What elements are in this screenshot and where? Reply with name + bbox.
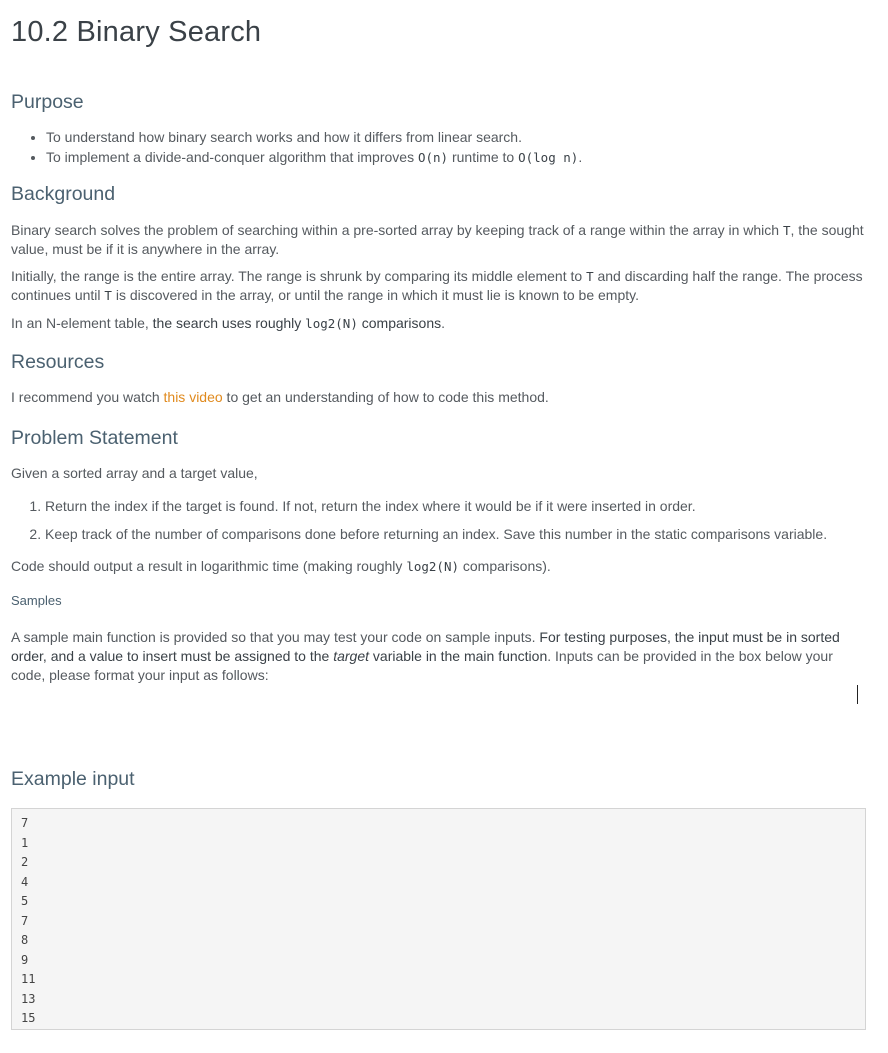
list-item: 1. Return the index if the target is found. If not, return the index where it would be if it were inserted in order. [45, 496, 868, 516]
background-heading: Background [11, 183, 116, 205]
purpose-heading: Purpose [11, 91, 84, 113]
example-input-line: 9 [21, 952, 29, 967]
resources-paragraph: I recommend you watch this video to get an understanding of how to code this method. [11, 389, 549, 405]
text-cursor [857, 685, 858, 704]
list-item: • To implement a divide-and-conquer algorithm that improves O(n) runtime to O(log n). [46, 147, 868, 168]
list-item: • To understand how binary search works and how it differs from linear search. [46, 127, 868, 147]
example-input-line: 7 [21, 913, 29, 928]
example-input-line: 15 [21, 1011, 36, 1025]
example-input-line: 8 [21, 933, 29, 947]
problem-note: Code should output a result in logarithmic time (making roughly log2(N) comparisons). [11, 558, 551, 574]
example-input-line: 4 [21, 874, 29, 889]
purpose-list [11, 127, 868, 168]
background-paragraph-1: Binary search solves the problem of searching within a pre-sorted array by keeping track of a range within the array in which T, the sought value, must be if it is anywhere in the array. [11, 222, 864, 257]
example-input-line: 7 [21, 816, 29, 830]
background-paragraph-3: In an N-element table, the search uses roughly log2(N) comparisons. [11, 315, 446, 331]
example-input-line: 5 [21, 894, 29, 908]
problem-heading: Problem Statement [11, 427, 178, 449]
example-heading: Example input [11, 768, 135, 790]
example-input-line: 1 [21, 835, 29, 850]
samples-paragraph: A sample main function is provided so that you may test your code on sample inputs. For testing purposes, the input must be in sorted order, and a value to insert must be assigned to the target variable in the main function. Inputs can be provided in the box below your code, please format your input as follows: [11, 629, 840, 683]
example-input-line: 11 [21, 972, 36, 986]
background-paragraph-2: Initially, the range is the entire array. The range is shrunk by comparing its middle element to T and discarding half the range. The process continues until T is discovered in the array, or until the range in which it must lie is known to be empty. [11, 268, 863, 303]
page-title: 10.2 Binary Search [11, 16, 262, 48]
example-input-line: 13 [21, 991, 36, 1006]
example-input-box[interactable] [11, 808, 866, 1030]
resources-heading: Resources [11, 351, 105, 373]
inline-code: O(log n) [518, 150, 579, 165]
example-input-line: 2 [21, 855, 29, 869]
list-item: 2. Keep track of the number of comparisons done before returning an index. Save this number in the static comparisons variable. [45, 524, 868, 544]
problem-intro: Given a sorted array and a target value, [11, 465, 258, 481]
inline-code: O(n) [417, 150, 449, 165]
samples-heading: Samples [11, 593, 62, 608]
problem-list [11, 496, 868, 544]
video-link[interactable]: this video [163, 389, 223, 405]
